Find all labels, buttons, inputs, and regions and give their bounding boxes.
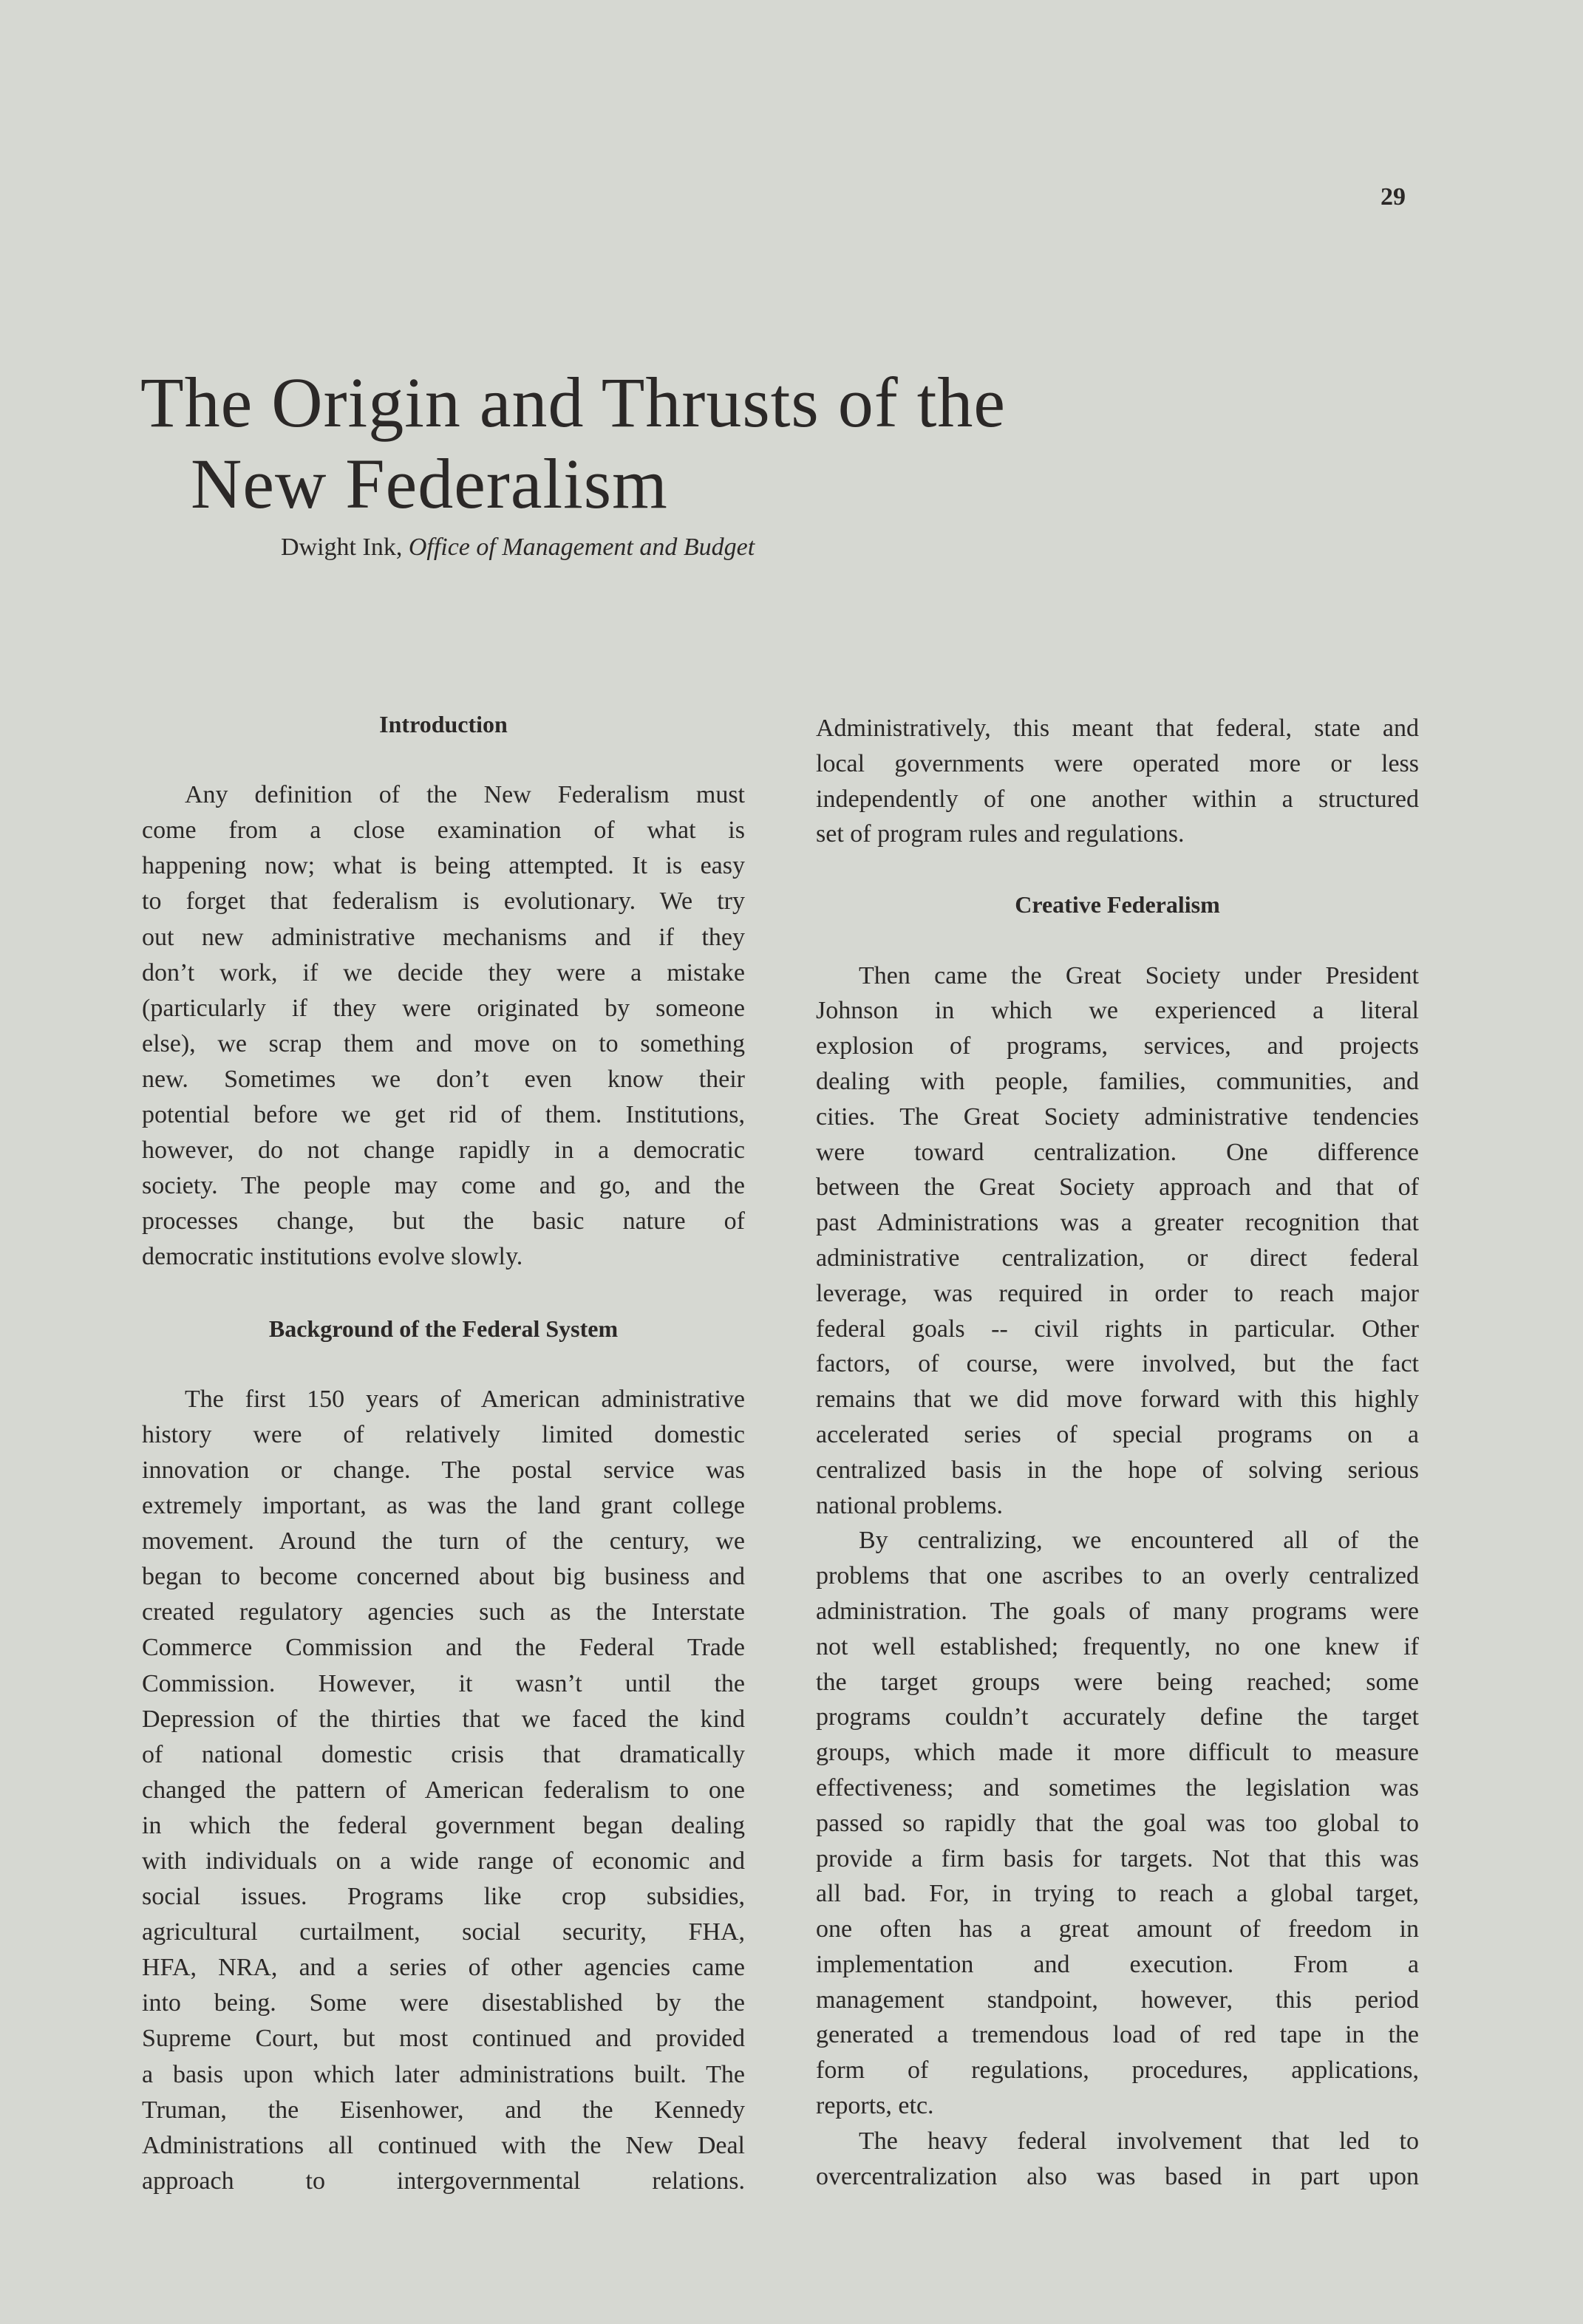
text-line: innovation or change. The postal service was <box>142 1456 745 1484</box>
text-line: local governments were operated more or less <box>816 749 1419 777</box>
text-line: one often has a great amount of freedom in <box>816 1915 1419 1943</box>
paragraph <box>816 958 1419 1524</box>
text-line: management standpoint, however, this period <box>816 1986 1419 2014</box>
text-line: society. The people may come and go, and the <box>142 1172 745 1200</box>
text-line: Then came the Great Society under President <box>859 961 1419 989</box>
text-line: set of program rules and regulations. <box>816 820 1185 848</box>
text-line: (particularly if they were originated by someone <box>142 994 745 1022</box>
text-line: the target groups were being reached; some <box>816 1668 1419 1696</box>
text-line: of national domestic crisis that dramatically <box>142 1740 745 1768</box>
text-line: problems that one ascribes to an overly centralized <box>816 1562 1419 1590</box>
text-line: independently of one another within a structured <box>816 785 1419 813</box>
text-line: created regulatory agencies such as the Interstate <box>142 1598 745 1626</box>
text-line: leverage, was required in order to reach major <box>816 1279 1419 1307</box>
right-column <box>816 711 1419 2194</box>
section-heading: Introduction <box>379 711 508 737</box>
text-line: Administrations all continued with the New Deal <box>142 2131 745 2159</box>
text-line: Supreme Court, but most continued and provided <box>142 2025 745 2053</box>
text-line: passed so rapidly that the goal was too global to <box>816 1809 1419 1837</box>
paragraph <box>142 1382 745 2199</box>
text-line: administrative centralization, or direct federal <box>816 1244 1419 1272</box>
text-line: with individuals on a wide range of economic and <box>142 1847 745 1875</box>
text-line: Any definition of the New Federalism must <box>185 781 745 809</box>
text-line: began to become concerned about big business and <box>142 1563 745 1591</box>
section-heading: Background of the Federal System <box>268 1315 619 1342</box>
article-title-line-2: New Federalism <box>191 444 668 523</box>
text-line: past Administrations was a greater recognition that <box>816 1209 1419 1237</box>
left-column <box>142 706 745 2199</box>
text-line: processes change, but the basic nature of <box>142 1207 745 1236</box>
text-line: programs couldn’t accurately define the target <box>816 1703 1419 1731</box>
text-line: potential before we get rid of them. Institutions, <box>142 1101 745 1129</box>
text-line: extremely important, as was the land grant college <box>142 1492 745 1520</box>
author-name: Dwight Ink, <box>281 534 403 561</box>
text-line: come from a close examination of what is <box>142 817 745 845</box>
text-line: dealing with people, families, communities, and <box>816 1067 1419 1095</box>
spacer <box>142 1346 745 1382</box>
text-line: movement. Around the turn of the century, we <box>142 1527 745 1555</box>
text-line: out new administrative mechanisms and if they <box>142 923 745 951</box>
text-line: not well established; frequently, no one knew if <box>816 1632 1419 1660</box>
text-line: The heavy federal involvement that led to <box>859 2127 1419 2155</box>
paragraph <box>816 2124 1419 2195</box>
text-line: remains that we did move forward with this highly <box>816 1386 1419 1414</box>
text-line: happening now; what is being attempted. It is easy <box>142 852 745 880</box>
paragraph <box>816 711 1419 852</box>
spacer <box>142 1275 745 1311</box>
spacer <box>142 742 745 777</box>
text-line: reports, etc. <box>816 2092 934 2120</box>
text-line: into being. Some were disestablished by the <box>142 1989 745 2017</box>
paragraph <box>142 777 745 1275</box>
text-line: were toward centralization. One difference <box>816 1138 1419 1166</box>
text-line: a basis upon which later administrations built. The <box>142 2060 745 2088</box>
text-line: agricultural curtailment, social security, FHA, <box>142 1918 745 1946</box>
text-line: Depression of the thirties that we faced the kind <box>142 1705 745 1733</box>
text-line: groups, which made it more difficult to measure <box>816 1739 1419 1767</box>
paragraph <box>816 1523 1419 2124</box>
text-line: implementation and execution. From a <box>816 1950 1419 1978</box>
text-line: democratic institutions evolve slowly. <box>142 1243 523 1271</box>
section-heading: Creative Federalism <box>1015 890 1220 918</box>
article-title-line-1: The Origin and Thrusts of the <box>140 363 1007 442</box>
text-line: history were of relatively limited domestic <box>142 1420 745 1448</box>
page-number: 29 <box>1381 183 1406 211</box>
text-line: don’t work, if we decide they were a mistake <box>142 958 745 986</box>
text-line: else), we scrap them and move on to something <box>142 1029 745 1057</box>
text-line: Administratively, this meant that federal, state and <box>816 715 1419 742</box>
text-line: however, do not change rapidly in a democratic <box>142 1137 745 1165</box>
text-line: accelerated series of special programs on a <box>816 1420 1419 1448</box>
text-line: new. Sometimes we don’t even know their <box>142 1065 745 1093</box>
author-affiliation: Office of Management and Budget <box>408 534 755 561</box>
text-line: to forget that federalism is evolutionary. We try <box>142 887 745 916</box>
text-line: By centralizing, we encountered all of the <box>859 1527 1419 1555</box>
byline <box>281 534 755 562</box>
text-line: cities. The Great Society administrative tendencies <box>816 1103 1419 1131</box>
text-line: provide a firm basis for targets. Not that this was <box>816 1844 1419 1873</box>
text-line: federal goals -- civil rights in particular. Other <box>816 1315 1419 1343</box>
text-line: factors, of course, were involved, but the fact <box>816 1350 1419 1378</box>
text-line: overcentralization also was based in part upon <box>816 2162 1419 2190</box>
text-line: all bad. For, in trying to reach a global target, <box>816 1880 1419 1908</box>
text-line: form of regulations, procedures, applications, <box>816 2056 1419 2085</box>
text-line: centralized basis in the hope of solving serious <box>816 1456 1419 1484</box>
text-line: administration. The goals of many programs were <box>816 1597 1419 1625</box>
text-line: The first 150 years of American administrative <box>185 1385 745 1413</box>
text-line: Johnson in which we experienced a literal <box>816 997 1419 1025</box>
text-line: HFA, NRA, and a series of other agencies came <box>142 1954 745 1982</box>
text-line: explosion of programs, services, and projects <box>816 1032 1419 1060</box>
text-line: between the Great Society approach and that of <box>816 1173 1419 1202</box>
spacer <box>816 923 1419 958</box>
spacer <box>816 852 1419 887</box>
text-line: effectiveness; and sometimes the legislation was <box>816 1773 1419 1802</box>
text-line: Commission. However, it wasn’t until the <box>142 1669 745 1697</box>
text-line: Commerce Commission and the Federal Trade <box>142 1634 745 1662</box>
text-line: Truman, the Eisenhower, and the Kennedy <box>142 2096 745 2124</box>
text-line: approach to intergovernmental relations. <box>142 2167 745 2195</box>
text-line: national problems. <box>816 1491 1004 1519</box>
text-line: generated a tremendous load of red tape in the <box>816 2021 1419 2049</box>
text-line: changed the pattern of American federalism to one <box>142 1776 745 1804</box>
text-line: social issues. Programs like crop subsidies, <box>142 1883 745 1911</box>
text-line: in which the federal government began dealing <box>142 1811 745 1839</box>
